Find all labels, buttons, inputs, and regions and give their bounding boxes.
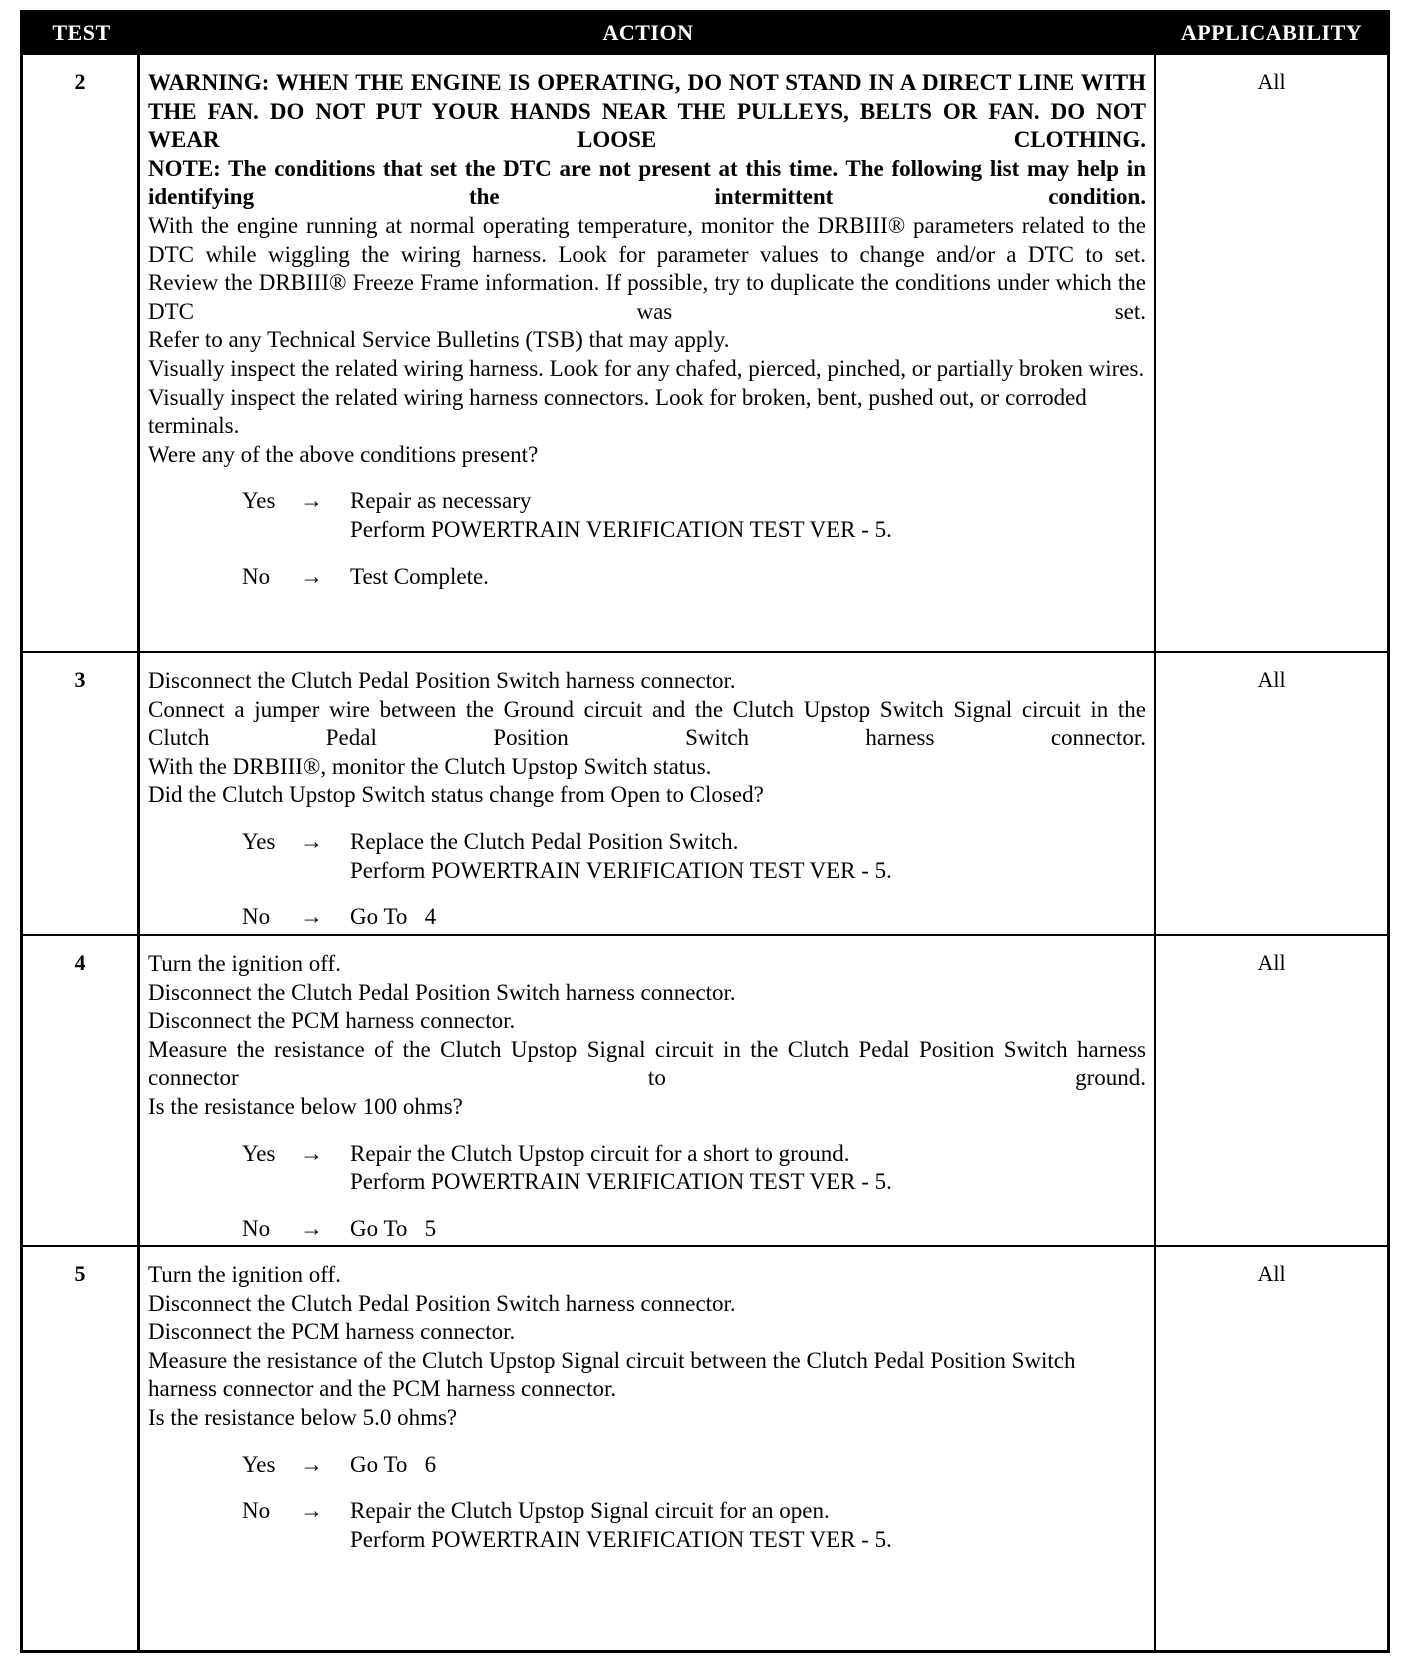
action-step: Visually inspect the related wiring harness. Look for any chafed, pierced, pinched, or partially broken wires.: [148, 355, 1145, 381]
action-step: Connect a jumper wire between the Ground circuit and the Clutch Upstop Switch Signal circuit in the Clutch Pedal Position Switch harness connector.: [148, 696, 1146, 751]
answers: [148, 1451, 1146, 1555]
action-step: Review the DRBIII® Freeze Frame information. If possible, try to duplicate the conditions under which the DTC was set.: [148, 270, 1146, 324]
no-result-line1: Go To 4: [350, 904, 437, 930]
arrow-icon: →: [300, 828, 323, 854]
yes-result-line1: Repair as necessary: [350, 488, 532, 514]
arrow-icon: →: [300, 1498, 323, 1524]
no-answer: [242, 1497, 1146, 1554]
arrow-icon: →: [300, 563, 323, 589]
action-step: Disconnect the PCM harness connector.: [148, 1008, 516, 1034]
applicability-cell: All: [1257, 667, 1286, 692]
no-answer: [242, 903, 1146, 932]
action-step: Measure the resistance of the Clutch Upstop Signal circuit between the Clutch Pedal Position Switch harness connector and the PCM harness connector.: [148, 1347, 1076, 1402]
no-result-line1: Repair the Clutch Upstop Signal circuit for an open.: [350, 1498, 830, 1524]
action-step: Disconnect the PCM harness connector.: [148, 1319, 516, 1345]
yes-result-line2: Perform POWERTRAIN VERIFICATION TEST VER - 5.: [350, 857, 892, 883]
no-result: [350, 1215, 1146, 1244]
header-applicability: APPLICABILITY: [1180, 20, 1363, 45]
yes-result-line2: Perform POWERTRAIN VERIFICATION TEST VER - 5.: [350, 516, 892, 542]
warning-text: WARNING: WHEN THE ENGINE IS OPERATING, DO NOT STAND IN A DIRECT LINE WITH THE FAN. DO NOT PUT YOUR HANDS NEAR THE PULLEYS, BELTS OR FAN. DO NOT WEAR LOOSE CLOTHING.: [148, 70, 1146, 153]
yes-label: Yes: [242, 1451, 276, 1477]
yes-result: [350, 1140, 1146, 1197]
header-test: TEST: [52, 20, 111, 45]
action-question: Were any of the above conditions present?: [148, 441, 539, 467]
arrow-icon: →: [300, 904, 323, 930]
action-cell: [140, 1247, 1156, 1652]
no-answer: [242, 563, 1146, 592]
no-label: No: [242, 904, 271, 930]
action-step: Refer to any Technical Service Bulletins (TSB) that may apply.: [148, 327, 730, 353]
action-question: Is the resistance below 5.0 ohms?: [148, 1404, 458, 1430]
action-step: With the engine running at normal operating temperature, monitor the DRBIII® parameters related to the DTC while wiggling the wiring harness. Look for parameter values to change and/or a DTC to set.: [148, 212, 1146, 267]
test-row-2: [23, 53, 1387, 653]
action-step: Visually inspect the related wiring harness connectors. Look for broken, bent, pushed out, or corroded terminals.: [148, 384, 1087, 439]
yes-label: Yes: [242, 488, 276, 514]
action-step: Measure the resistance of the Clutch Upstop Signal circuit in the Clutch Pedal Position Switch harness connector to ground.: [148, 1036, 1146, 1091]
header-action: ACTION: [602, 20, 694, 45]
action-cell: [140, 653, 1156, 936]
yes-result: [350, 828, 1146, 885]
arrow-icon: →: [300, 488, 323, 514]
yes-answer: [242, 1451, 1146, 1480]
yes-result-line2: Perform POWERTRAIN VERIFICATION TEST VER - 5.: [350, 1169, 892, 1195]
no-result-line1: Go To 5: [350, 1215, 437, 1241]
yes-result-line1: Replace the Clutch Pedal Position Switch.: [350, 828, 739, 854]
yes-label: Yes: [242, 1140, 276, 1166]
yes-result: [350, 1451, 1146, 1480]
test-number: 2: [23, 55, 140, 653]
action-step: Turn the ignition off.: [148, 951, 341, 976]
action-step: Disconnect the Clutch Pedal Position Switch harness connector.: [148, 979, 736, 1005]
yes-answer: [242, 828, 1146, 885]
arrow-icon: →: [300, 1451, 323, 1477]
arrow-icon: →: [300, 1140, 323, 1166]
answers: [148, 1140, 1146, 1244]
test-number: 4: [23, 936, 140, 1247]
yes-result-line1: Repair the Clutch Upstop circuit for a short to ground.: [350, 1140, 850, 1166]
applicability-cell: All: [1257, 950, 1286, 975]
action-step: Turn the ignition off.: [148, 1262, 341, 1287]
action-cell: [140, 936, 1156, 1247]
applicability-cell: All: [1257, 69, 1286, 94]
no-label: No: [242, 563, 271, 589]
test-row-5: [23, 1245, 1387, 1652]
action-step: Disconnect the Clutch Pedal Position Switch harness connector.: [148, 668, 736, 693]
action-question: Is the resistance below 100 ohms?: [148, 1093, 463, 1119]
test-row-3: [23, 651, 1387, 936]
action-step: With the DRBIII®, monitor the Clutch Upstop Switch status.: [148, 753, 712, 779]
no-result-line2: Perform POWERTRAIN VERIFICATION TEST VER - 5.: [350, 1526, 892, 1552]
yes-answer: [242, 1140, 1146, 1197]
test-row-4: [23, 934, 1387, 1247]
no-result-line1: Test Complete.: [350, 563, 489, 589]
yes-label: Yes: [242, 828, 276, 854]
no-result: [350, 563, 1146, 592]
test-number: 5: [23, 1247, 140, 1652]
no-result: [350, 903, 1146, 932]
table-header: [23, 13, 1387, 53]
diagnostic-test-table: [20, 10, 1390, 1653]
no-label: No: [242, 1215, 271, 1241]
yes-result: [350, 487, 1146, 544]
no-answer: [242, 1215, 1146, 1244]
arrow-icon: →: [300, 1215, 323, 1241]
note-text: NOTE: The conditions that set the DTC are not present at this time. The following list may help in identifying the intermittent condition.: [148, 155, 1146, 210]
test-number: 3: [23, 653, 140, 936]
yes-answer: [242, 487, 1146, 544]
action-cell: [140, 55, 1156, 653]
no-label: No: [242, 1498, 271, 1524]
action-step: Disconnect the Clutch Pedal Position Switch harness connector.: [148, 1290, 736, 1316]
applicability-cell: All: [1257, 1261, 1286, 1286]
action-question: Did the Clutch Upstop Switch status change from Open to Closed?: [148, 782, 764, 808]
no-result: [350, 1497, 1146, 1554]
answers: [148, 487, 1146, 591]
answers: [148, 828, 1146, 932]
yes-result-line1: Go To 6: [350, 1451, 437, 1477]
